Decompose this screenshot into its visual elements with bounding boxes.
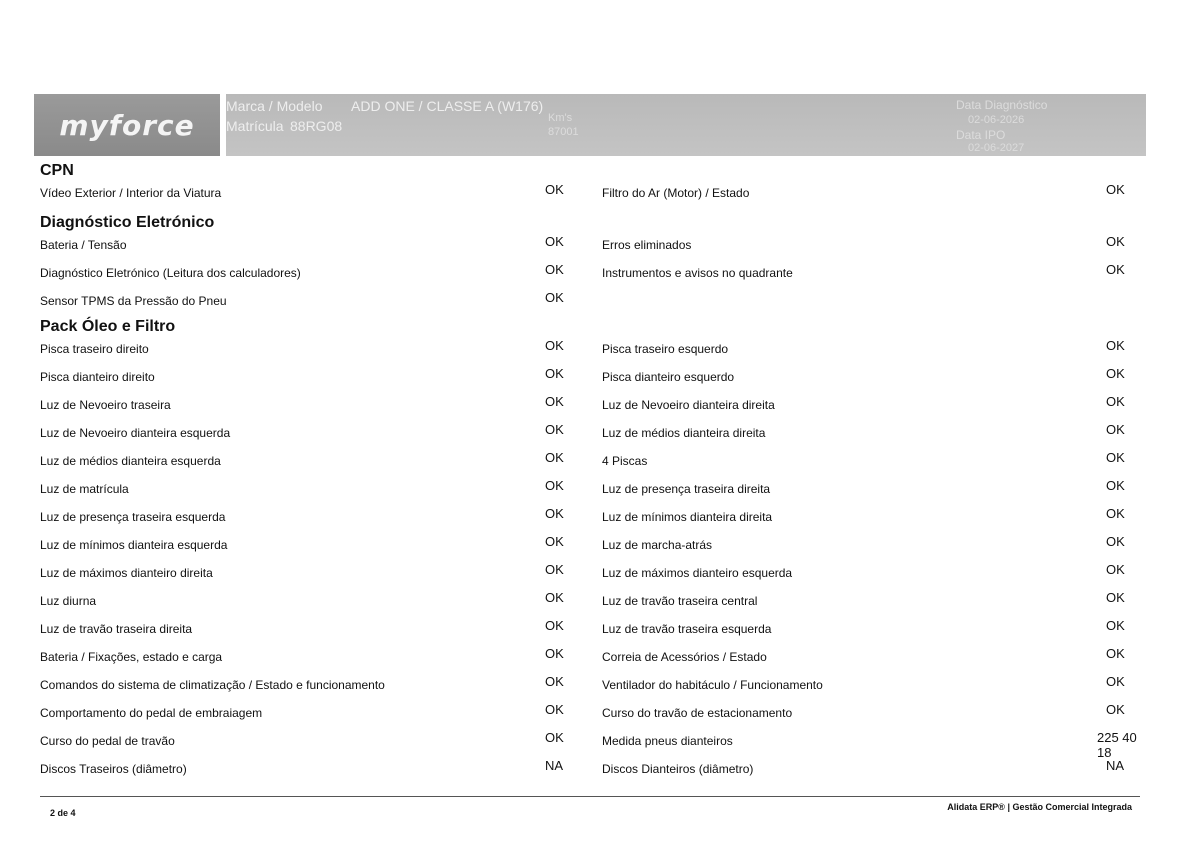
item-label-right: Luz de Nevoeiro dianteira direita (602, 398, 775, 412)
item-label-left: Pisca dianteiro direito (40, 370, 155, 384)
footer-divider (40, 796, 1140, 797)
item-status-right: OK (1106, 422, 1125, 437)
item-label-left: Diagnóstico Eletrónico (Leitura dos calculadores) (40, 266, 301, 280)
item-label-left: Pisca traseiro direito (40, 342, 149, 356)
checklist-row (40, 730, 1150, 760)
item-label-left: Sensor TPMS da Pressão do Pneu (40, 294, 227, 308)
item-status-left: OK (545, 422, 564, 437)
item-label-right: Luz de máximos dianteiro esquerda (602, 566, 793, 580)
plate-label: Matrícula (226, 118, 284, 134)
item-label-right: Luz de presença traseira direita (602, 482, 771, 496)
km-value: 87001 (548, 126, 579, 138)
item-status-left: OK (545, 262, 564, 277)
km-label: Km's (548, 112, 573, 124)
section-title: CPN (40, 162, 74, 179)
item-status-left: OK (545, 234, 564, 249)
item-status-right: OK (1106, 262, 1125, 277)
item-label-right: Luz de mínimos dianteira direita (602, 510, 773, 524)
item-status-left: OK (545, 534, 564, 549)
item-label-left: Luz de matrícula (40, 482, 129, 496)
page-number: 2 de 4 (50, 808, 76, 818)
item-label-left: Bateria / Fixações, estado e carga (40, 650, 223, 664)
item-label-right: Erros eliminados (602, 238, 692, 252)
checklist-row (40, 702, 1150, 722)
item-status-left: OK (545, 562, 564, 577)
item-status-right: OK (1106, 506, 1125, 521)
item-status-right: OK (1106, 590, 1125, 605)
checklist-row (40, 450, 1150, 470)
item-label-left: Luz de Nevoeiro traseira (40, 398, 171, 412)
diagnostic-date-label: Data Diagnóstico (956, 98, 1048, 112)
item-status-left: OK (545, 450, 564, 465)
section-title: Diagnóstico Eletrónico (40, 214, 215, 231)
diagnostic-date-value: 02-06-2026 (968, 114, 1025, 126)
checklist-row (40, 182, 1150, 202)
item-status-left: OK (545, 590, 564, 605)
vehicle-info-box (226, 94, 1146, 156)
item-status-right: NA (1106, 758, 1125, 773)
item-label-left: Luz de presença traseira esquerda (40, 510, 226, 524)
item-status-left: NA (545, 758, 564, 773)
section-title: Pack Óleo e Filtro (40, 318, 176, 335)
item-label-right: Ventilador do habitáculo / Funcionamento (602, 678, 823, 692)
item-label-right: Filtro do Ar (Motor) / Estado (602, 186, 750, 200)
checklist-row (40, 338, 1150, 358)
item-status-left: OK (545, 290, 564, 305)
brand-model-value: ADD ONE / CLASSE A (W176) (351, 98, 544, 114)
item-status-right: OK (1106, 702, 1125, 717)
ipo-date-value: 02-06-2027 (968, 142, 1025, 154)
item-status-right: OK (1106, 366, 1125, 381)
item-status-right: 225 40 18 (1097, 730, 1137, 760)
item-label-left: Luz de travão traseira direita (40, 622, 193, 636)
checklist-row (40, 394, 1150, 414)
ipo-date-label: Data IPO (956, 128, 1006, 142)
item-status-left: OK (545, 182, 564, 197)
item-label-right: Discos Dianteiros (diâmetro) (602, 762, 754, 776)
item-status-right: OK (1106, 182, 1125, 197)
item-label-left: Luz de médios dianteira esquerda (40, 454, 221, 468)
item-status-right: OK (1106, 618, 1125, 633)
item-status-right: OK (1106, 562, 1125, 577)
item-status-left: OK (545, 366, 564, 381)
checklist-row (40, 422, 1150, 442)
item-label-left: Curso do pedal de travão (40, 734, 175, 748)
item-status-right: OK (1106, 534, 1125, 549)
checklist-row (40, 562, 1150, 582)
item-status-left: OK (545, 506, 564, 521)
item-label-right: 4 Piscas (602, 454, 648, 468)
logo-box (34, 94, 220, 156)
item-status-left: OK (545, 618, 564, 633)
item-status-left: OK (545, 394, 564, 409)
item-label-left: Luz diurna (40, 594, 97, 608)
item-label-right: Correia de Acessórios / Estado (602, 650, 767, 664)
item-status-right: OK (1106, 338, 1125, 353)
item-status-left: OK (545, 702, 564, 717)
item-label-left: Comandos do sistema de climatização / Estado e funcionamento (40, 678, 385, 692)
checklist-row (40, 618, 1150, 638)
checklist-row (40, 758, 1150, 778)
item-label-right: Luz de marcha-atrás (602, 538, 713, 552)
checklist-row (40, 674, 1150, 694)
item-label-right: Luz de travão traseira central (602, 594, 758, 608)
item-label-left: Comportamento do pedal de embraiagem (40, 706, 263, 720)
checklist-row (40, 506, 1150, 526)
item-label-right: Luz de travão traseira esquerda (602, 622, 772, 636)
item-status-left: OK (545, 478, 564, 493)
item-label-left: Discos Traseiros (diâmetro) (40, 762, 187, 776)
item-label-left: Luz de mínimos dianteira esquerda (40, 538, 228, 552)
plate-value: 88RG08 (290, 118, 343, 134)
report-header (34, 94, 1146, 156)
checklist-row (40, 590, 1150, 610)
checklist-row (40, 646, 1150, 666)
item-status-right: OK (1106, 646, 1125, 661)
footer-brand: Alidata ERP® | Gestão Comercial Integrada (947, 802, 1132, 812)
item-status-left: OK (545, 338, 564, 353)
item-status-right: OK (1106, 450, 1125, 465)
checklist-row (40, 534, 1150, 554)
brand-model-label: Marca / Modelo (226, 98, 323, 114)
checklist-row (40, 262, 1150, 282)
item-label-left: Vídeo Exterior / Interior da Viatura (40, 186, 222, 200)
item-status-left: OK (545, 674, 564, 689)
item-status-right: OK (1106, 234, 1125, 249)
checklist-row (40, 234, 1150, 254)
item-label-right: Luz de médios dianteira direita (602, 426, 766, 440)
item-label-left: Luz de máximos dianteiro direita (40, 566, 213, 580)
item-label-left: Luz de Nevoeiro dianteira esquerda (40, 426, 231, 440)
checklist-row (40, 366, 1150, 386)
item-label-right: Medida pneus dianteiros (602, 734, 733, 748)
item-label-right: Curso do travão de estacionamento (602, 706, 793, 720)
checklist-row (40, 478, 1150, 498)
item-label-left: Bateria / Tensão (40, 238, 127, 252)
item-status-left: OK (545, 646, 564, 661)
item-status-right: OK (1106, 674, 1125, 689)
item-label-right: Instrumentos e avisos no quadrante (602, 266, 793, 280)
item-label-right: Pisca dianteiro esquerdo (602, 370, 735, 384)
item-status-right: OK (1106, 478, 1125, 493)
myforce-logo: myforce (59, 108, 195, 142)
item-label-right: Pisca traseiro esquerdo (602, 342, 729, 356)
item-status-right: OK (1106, 394, 1125, 409)
item-status-left: OK (545, 730, 564, 745)
checklist-row (40, 290, 1150, 310)
